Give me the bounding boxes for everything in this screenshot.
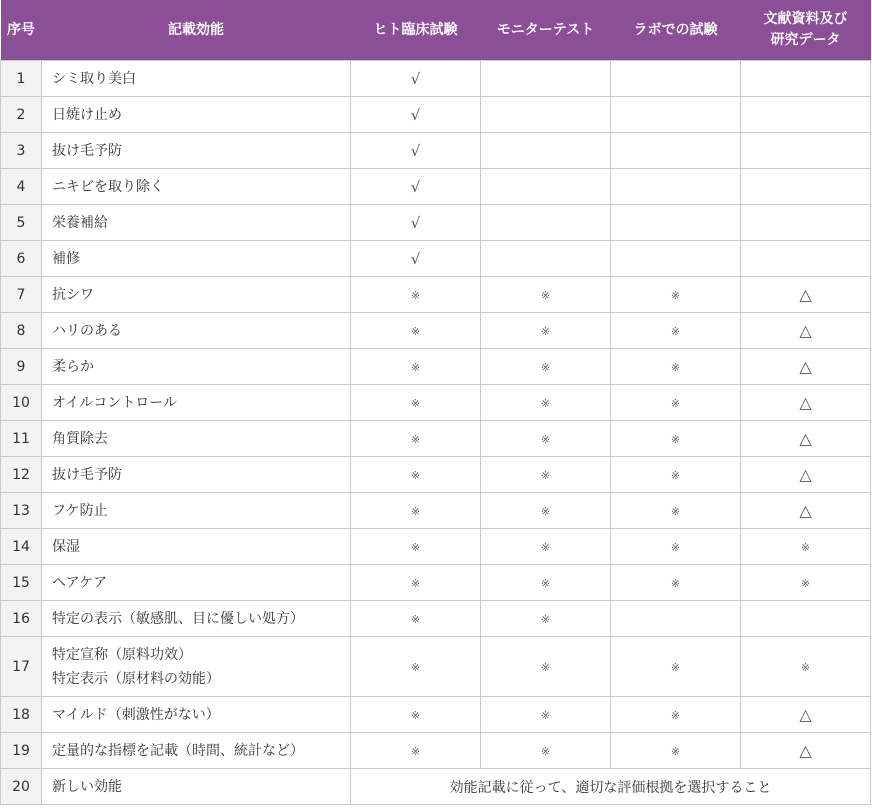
check-mark: √ (410, 69, 421, 88)
table-body (1, 61, 871, 805)
mark-cell-human (351, 529, 481, 565)
table-row (1, 457, 871, 493)
mark-cell-lab (611, 133, 741, 169)
claim-cell: オイルコントロール (42, 385, 351, 421)
header-monitor-test: モニターテスト (481, 0, 611, 61)
mark-cell-lit (741, 277, 871, 313)
table-row (1, 277, 871, 313)
kome-mark: ※ (410, 468, 421, 482)
mark-cell-monitor (481, 61, 611, 97)
claim-cell: 抗シワ (42, 277, 351, 313)
mark-cell-lit (741, 61, 871, 97)
mark-cell-human (351, 457, 481, 493)
mark-cell-monitor (481, 205, 611, 241)
claim-cell: マイルド（刺激性がない） (42, 697, 351, 733)
table-row (1, 529, 871, 565)
mark-cell-lab (611, 241, 741, 277)
claim-cell: 日焼け止め (42, 97, 351, 133)
mark-cell-lab (611, 277, 741, 313)
kome-mark: ※ (410, 612, 421, 626)
mark-cell-monitor (481, 493, 611, 529)
kome-mark: ※ (800, 540, 811, 554)
header-no: 序号 (1, 0, 42, 61)
tri-mark: △ (799, 285, 812, 304)
header-row (1, 0, 871, 61)
mark-cell-lab (611, 421, 741, 457)
kome-mark: ※ (800, 660, 811, 674)
row-number: 12 (1, 457, 42, 493)
mark-cell-human (351, 733, 481, 769)
check-mark: √ (410, 141, 421, 160)
row-number: 11 (1, 421, 42, 457)
mark-cell-lab (611, 697, 741, 733)
mark-cell-human (351, 313, 481, 349)
header-human-clinical: ヒト臨床試験 (351, 0, 481, 61)
mark-cell-lab (611, 457, 741, 493)
claim-cell: ハリのある (42, 313, 351, 349)
kome-mark: ※ (670, 660, 681, 674)
mark-cell-human (351, 133, 481, 169)
table-row (1, 241, 871, 277)
kome-mark: ※ (410, 396, 421, 410)
mark-cell-human (351, 349, 481, 385)
mark-cell-human (351, 97, 481, 133)
claim-cell: 栄養補給 (42, 205, 351, 241)
mark-cell-lab (611, 601, 741, 637)
kome-mark: ※ (410, 504, 421, 518)
table-row (1, 493, 871, 529)
kome-mark: ※ (670, 396, 681, 410)
tri-mark: △ (799, 465, 812, 484)
kome-mark: ※ (540, 360, 551, 374)
mark-cell-human (351, 241, 481, 277)
mark-cell-lab (611, 349, 741, 385)
tri-mark: △ (799, 393, 812, 412)
mark-cell-lit (741, 457, 871, 493)
kome-mark: ※ (540, 432, 551, 446)
mark-cell-lab (611, 733, 741, 769)
kome-mark: ※ (540, 612, 551, 626)
kome-mark: ※ (540, 504, 551, 518)
check-mark: √ (410, 177, 421, 196)
kome-mark: ※ (540, 540, 551, 554)
kome-mark: ※ (540, 744, 551, 758)
header-claim: 記載効能 (42, 0, 351, 61)
tri-mark: △ (799, 429, 812, 448)
check-mark: √ (410, 105, 421, 124)
table-row (1, 205, 871, 241)
table-row (1, 601, 871, 637)
row-number: 16 (1, 601, 42, 637)
mark-cell-monitor (481, 97, 611, 133)
tri-mark: △ (799, 357, 812, 376)
mark-cell-lit (741, 385, 871, 421)
mark-cell-lit (741, 637, 871, 697)
kome-mark: ※ (410, 324, 421, 338)
header-lab-test: ラボでの試験 (611, 0, 741, 61)
kome-mark: ※ (540, 660, 551, 674)
kome-mark: ※ (670, 708, 681, 722)
mark-cell-lab (611, 637, 741, 697)
mark-cell-lit (741, 565, 871, 601)
mark-cell-human (351, 61, 481, 97)
row-number: 8 (1, 313, 42, 349)
row-number: 14 (1, 529, 42, 565)
table-row (1, 349, 871, 385)
row-number: 4 (1, 169, 42, 205)
row-number: 18 (1, 697, 42, 733)
table-row (1, 697, 871, 733)
claim-cell: 新しい効能 (42, 769, 351, 805)
kome-mark: ※ (540, 396, 551, 410)
row-number: 1 (1, 61, 42, 97)
table-row (1, 61, 871, 97)
table-row (1, 421, 871, 457)
mark-cell-monitor (481, 565, 611, 601)
check-mark: √ (410, 213, 421, 232)
mark-cell-lit (741, 313, 871, 349)
kome-mark: ※ (670, 468, 681, 482)
table-row (1, 133, 871, 169)
mark-cell-monitor (481, 169, 611, 205)
mark-cell-human (351, 169, 481, 205)
mark-cell-lit (741, 493, 871, 529)
mark-cell-human (351, 565, 481, 601)
mark-cell-monitor (481, 241, 611, 277)
kome-mark: ※ (540, 576, 551, 590)
claim-line-1: 特定宣称（原料功效） (52, 646, 192, 663)
claim-cell: 保湿 (42, 529, 351, 565)
tri-mark: △ (799, 741, 812, 760)
kome-mark: ※ (670, 744, 681, 758)
row-number: 13 (1, 493, 42, 529)
table-row (1, 97, 871, 133)
tri-mark: △ (799, 705, 812, 724)
claim-cell: 抜け毛予防 (42, 133, 351, 169)
claim-cell: ヘアケア (42, 565, 351, 601)
row-number: 5 (1, 205, 42, 241)
mark-cell-lab (611, 169, 741, 205)
kome-mark: ※ (410, 288, 421, 302)
row-number: 20 (1, 769, 42, 805)
row-number: 15 (1, 565, 42, 601)
mark-cell-lab (611, 61, 741, 97)
evaluation-note: 効能記載に従って、適切な評価根拠を選択すること (351, 769, 871, 805)
mark-cell-human (351, 637, 481, 697)
mark-cell-human (351, 697, 481, 733)
mark-cell-monitor (481, 457, 611, 493)
kome-mark: ※ (410, 660, 421, 674)
mark-cell-lab (611, 313, 741, 349)
claim-cell: 角質除去 (42, 421, 351, 457)
table-row (1, 565, 871, 601)
claim-line-2: 特定表示（原材料の効能） (52, 670, 220, 687)
mark-cell-lab (611, 385, 741, 421)
header-literature-line2: 研究データ (770, 32, 841, 48)
claim-cell (42, 637, 351, 697)
table-row (1, 169, 871, 205)
mark-cell-lit (741, 733, 871, 769)
mark-cell-monitor (481, 733, 611, 769)
mark-cell-lab (611, 529, 741, 565)
row-number: 10 (1, 385, 42, 421)
mark-cell-lab (611, 493, 741, 529)
table-row (1, 769, 871, 805)
kome-mark: ※ (410, 744, 421, 758)
kome-mark: ※ (670, 540, 681, 554)
mark-cell-human (351, 493, 481, 529)
row-number: 17 (1, 637, 42, 697)
kome-mark: ※ (540, 324, 551, 338)
claim-cell: 抜け毛予防 (42, 457, 351, 493)
claim-cell: 柔らか (42, 349, 351, 385)
mark-cell-lit (741, 97, 871, 133)
mark-cell-human (351, 601, 481, 637)
row-number: 9 (1, 349, 42, 385)
mark-cell-lab (611, 205, 741, 241)
kome-mark: ※ (540, 288, 551, 302)
mark-cell-lit (741, 601, 871, 637)
row-number: 3 (1, 133, 42, 169)
mark-cell-lit (741, 205, 871, 241)
mark-cell-monitor (481, 277, 611, 313)
table-row (1, 733, 871, 769)
mark-cell-lit (741, 169, 871, 205)
mark-cell-lit (741, 133, 871, 169)
claim-cell: フケ防止 (42, 493, 351, 529)
mark-cell-lit (741, 421, 871, 457)
kome-mark: ※ (410, 576, 421, 590)
kome-mark: ※ (540, 468, 551, 482)
row-number: 6 (1, 241, 42, 277)
mark-cell-lit (741, 697, 871, 733)
kome-mark: ※ (410, 432, 421, 446)
kome-mark: ※ (540, 708, 551, 722)
kome-mark: ※ (410, 360, 421, 374)
mark-cell-monitor (481, 349, 611, 385)
claim-cell: シミ取り美白 (42, 61, 351, 97)
mark-cell-human (351, 277, 481, 313)
kome-mark: ※ (670, 288, 681, 302)
mark-cell-lab (611, 565, 741, 601)
table-row (1, 385, 871, 421)
kome-mark: ※ (410, 540, 421, 554)
kome-mark: ※ (410, 708, 421, 722)
claim-cell: 補修 (42, 241, 351, 277)
mark-cell-monitor (481, 637, 611, 697)
mark-cell-monitor (481, 601, 611, 637)
claim-cell: 定量的な指標を記載（時間、統計など） (42, 733, 351, 769)
row-number: 2 (1, 97, 42, 133)
mark-cell-human (351, 205, 481, 241)
check-mark: √ (410, 249, 421, 268)
kome-mark: ※ (670, 360, 681, 374)
header-literature (741, 0, 871, 61)
row-number: 7 (1, 277, 42, 313)
row-number: 19 (1, 733, 42, 769)
mark-cell-human (351, 385, 481, 421)
tri-mark: △ (799, 321, 812, 340)
kome-mark: ※ (800, 576, 811, 590)
tri-mark: △ (799, 501, 812, 520)
mark-cell-monitor (481, 313, 611, 349)
header-literature-line1: 文献資料及び (763, 11, 848, 27)
kome-mark: ※ (670, 504, 681, 518)
mark-cell-human (351, 421, 481, 457)
mark-cell-lit (741, 529, 871, 565)
mark-cell-lit (741, 241, 871, 277)
kome-mark: ※ (670, 324, 681, 338)
kome-mark: ※ (670, 576, 681, 590)
mark-cell-monitor (481, 421, 611, 457)
table-row (1, 313, 871, 349)
mark-cell-lab (611, 97, 741, 133)
mark-cell-monitor (481, 529, 611, 565)
mark-cell-monitor (481, 133, 611, 169)
mark-cell-monitor (481, 697, 611, 733)
claim-cell: 特定の表示（敏感肌、目に優しい処方） (42, 601, 351, 637)
mark-cell-monitor (481, 385, 611, 421)
kome-mark: ※ (670, 432, 681, 446)
table-row (1, 637, 871, 697)
mark-cell-lit (741, 349, 871, 385)
claim-cell: ニキビを取り除く (42, 169, 351, 205)
